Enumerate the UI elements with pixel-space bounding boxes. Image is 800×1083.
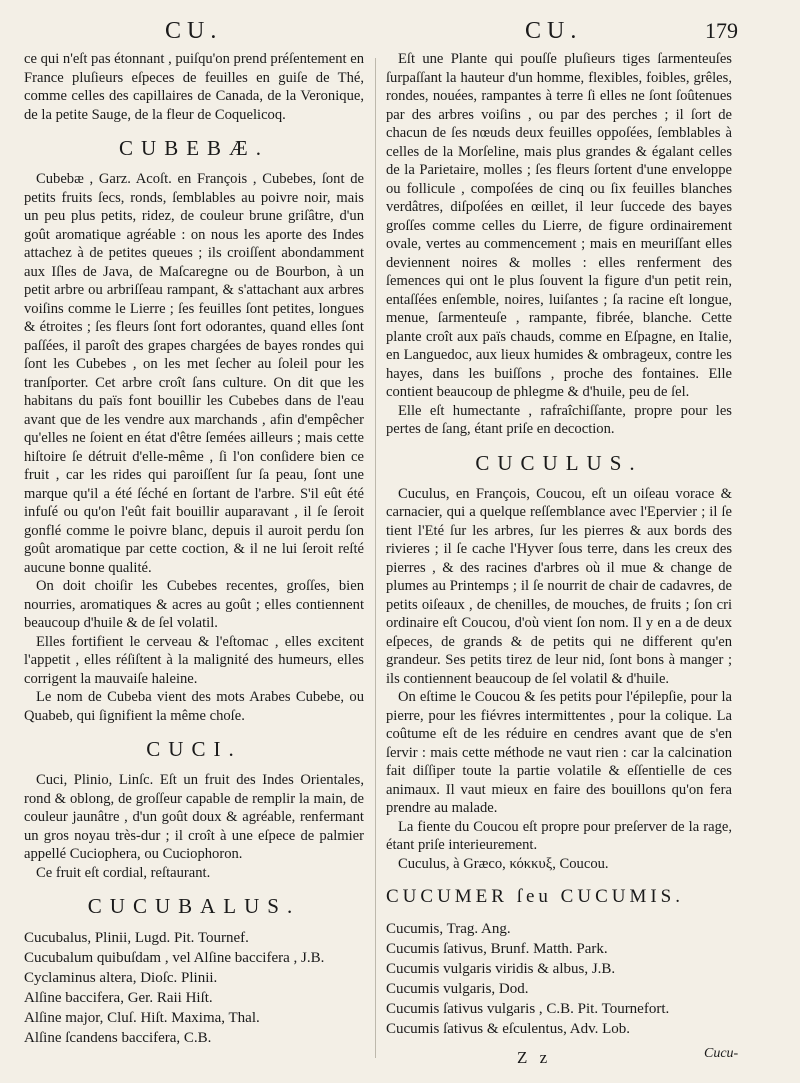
paragraph: On doit choiſir les Cubebes recentes, groſſes, bien nourries, aromatiques & acres au goût ; elles contiennent beaucoup d'huile & de ſel volatil. xyxy=(24,578,364,631)
synonym-line: Cucubalus, Plinii, Lugd. Pit. Tournef. xyxy=(24,930,249,946)
running-head-right: CU. xyxy=(525,18,583,44)
page-number: 179 xyxy=(705,18,738,43)
paragraph: Elle eſt humectante , rafraîchiſſante, propre pour les pertes de ſang, étant priſe en decoction. xyxy=(386,402,732,437)
synonym-line: Alſine major, Cluſ. Hiſt. Maxima, Thal. xyxy=(24,1010,260,1026)
paragraph: On eſtime le Coucou & ſes petits pour l'épilepſie, pour la pierre, pour les fiévres intermittentes , pour la colique. La coûtume eſt de les réduire en cendres avant que de s'en ſervir : mais cette méthode ne vaut rien : car la calcination fait diſſiper toute la partie volatile & eſſentielle de ces animaux. Il vaut mieux en faire des bouillons qu'on fera prendre au malade. xyxy=(386,689,732,816)
synonym-line: Cucumis ſativus & eſculentus, Adv. Lob. xyxy=(386,1021,631,1037)
catchword: Cucu- xyxy=(704,1046,739,1061)
synonym-line: Cucumis vulgaris viridis & albus, J.B. xyxy=(386,961,616,977)
paragraph: Le nom de Cubeba vient des mots Arabes Cubebe, ou Quabeb, qui ſignifient la même choſe. xyxy=(24,689,364,724)
entry-heading-cuculus: CUCULUS. xyxy=(475,450,643,475)
paragraph: Cuculus, en François, Coucou, eſt un oiſeau vorace & carnacier, qui a quelque reſſemblance avec l'Epervier ; il ſe tient l'Eté ſur les arbres, ſur les pierres & aux bords des rivieres ; il ſe cache l'Hyver ſous terre, dans les creux des pierres , & des racines d'arbres où il mue & change de plumes au Printemps ; il ſe nourrit de chair de cadavres, de petits oiſeaux , de chenilles, de mouches, de fruits ; ſon cri ordinaire eſt Coucou, d'où vient ſon nom. Il y en a de deux eſpeces, de grands & de petits qui ne different qu'en grandeur. Ses petits tirez de leur nid, ſont bons à manger ; ils contiennent beaucoup de ſel volatil & d'huile. xyxy=(386,485,732,687)
entry-heading-cucumer: CUCUMER ſeu CUCUMIS. xyxy=(386,886,684,907)
signature-mark: Z z xyxy=(517,1048,552,1067)
entry-heading-cuci: CUCI. xyxy=(146,737,242,761)
left-column xyxy=(24,50,364,1048)
paragraph: Ce fruit eſt cordial, reſtaurant. xyxy=(36,864,211,881)
synonym-line: Cucumis ſativus, Brunf. Matth. Park. xyxy=(386,941,608,957)
running-head-left: CU. xyxy=(165,18,223,44)
paragraph: ce qui n'eſt pas étonnant , puiſqu'on prend préſentement en France pluſieurs eſpeces de feuilles en guiſe de Thé, comme celles des capillaires de Canada, de la Veronique, de la petite Sauge, de la fleur de Coquelicoq. xyxy=(24,51,365,123)
synonym-line: Cucubalum quibuſdam , vel Alſine baccifera , J.B. xyxy=(24,950,325,966)
paragraph: Cuci, Plinio, Linſc. Eſt un fruit des Indes Orientales, rond & oblong, de groſſeur capable de remplir la main, de couleur jaunâtre , d'un goût doux & agréable, renfermant un gros noyau très-dur ; il croît à une eſpece de palmier appellé Cuciophera, ou Cuciophoron. xyxy=(24,772,364,862)
entry-heading-cubebae: CUBEBÆ. xyxy=(119,136,269,160)
paragraph: Eſt une Plante qui pouſſe pluſieurs tiges ſarmenteuſes ſurpaſſant la hauteur d'un homme, flexibles, foibles, grêles, rondes, nouées, rampantes à terre ſi elles ne ſont ſoûtenues par des arbres voiſins , ou par des perches ; il ſort de chacun de ſes nœuds deux feuilles oppoſées, ſemblables à celles de la Morſeline, mais plus grandes & égalant celles de la Parietaire, molles ; ſes fleurs ſortent d'une enveloppe ou follicule , compoſées de cinq ou ſix feuilles blanches verdâtres, diſpoſées en œillet, il leur ſuccede des bayes groſſes comme celles du Lierre, de figure ordinairement ovale, vertes au commencement ; mais en meuriſſant elles deviennent noires & molles : elles renferment des ſemences qui ont le plus ſouvent la figure d'un petit rein, entaſſées enſemble, noires, luiſantes ; ſa racine eſt longue, menue, ſarmenteuſe , rampante, fibrée, blanche. Cette plante croît aux païs chauds, comme en Eſpagne, en Italie, en Languedoc, aux lieux humides & ombrageux, contre les hayes, dans les buiſſons , proche des fontaines. Elle contient beaucoup de phlegme & d'huile, peu de ſel. xyxy=(386,51,732,400)
entry-heading-cucubalus: CUCUBALUS. xyxy=(87,894,301,918)
synonym-line: Alſine ſcandens baccifera, C.B. xyxy=(24,1030,212,1046)
paragraph: La fiente du Coucou eſt propre pour preſerver de la rage, étant priſe interieurement. xyxy=(386,818,732,853)
paragraph: Elles fortifient le cerveau & l'eſtomac , elles excitent l'appetit , elles réſiſtent à la malignité des humeurs, elles corrigent la mauvaiſe haleine. xyxy=(24,633,364,687)
synonym-line: Alſine baccifera, Ger. Raii Hiſt. xyxy=(24,990,213,1006)
synonym-line: Cucumis, Trag. Ang. xyxy=(386,921,511,937)
column-divider xyxy=(375,58,376,1058)
synonym-line: Cyclaminus altera, Dioſc. Plinii. xyxy=(24,970,218,986)
running-head xyxy=(0,18,800,52)
right-column xyxy=(386,50,732,1039)
paragraph: Cuculus, à Græco, κόκκυξ, Coucou. xyxy=(398,855,609,872)
synonym-line: Cucumis ſativus vulgaris , C.B. Pit. Tournefort. xyxy=(386,1001,670,1017)
paragraph: Cubebæ , Garz. Acoſt. en François , Cubebes, ſont de petits fruits ſecs, ronds, ſemblables au poivre noir, mais un peu plus petits, ridez, de couleur brune griſâtre, d'un goût aromatique agréable : on nous les aporte des Indes attachez à de petites queues ; ils croiſſent abondamment aux Iſles de Java, de Maſcaregne ou de Bourbon, à un petit arbre ou arbriſſeau rampant, & s'attachant aux arbres voiſins comme le Lierre ; ſes feuilles ſont petites, longues & étroites ; ſes fleurs ſont fort odorantes, quand elles ſont paſſées, il paroît des grapes chargées de bayes rondes qui ſont les Cubebes , on les met ſecher au ſoleil pour les tranſporter. Cet arbre croît ſans culture. On dit que les habitans du païs font bouillir les Cubebes dans de l'eau avant que de les vendre aux marchands , afin d'empêcher qu'elles ne ſoient en état d'être ſemées ailleurs ; mais cette hiſtoire ſe détruit d'elle-même , ſi l'on conſidere bien ce fruit , car les rides qui paroiſſent ſur ſa peau, ſont une marque qu'il a été ſéché en ſortant de l'arbre. S'il eût été infuſé ou qu'on l'eût fait bouillir auparavant , il ſe ſeroit gonflé comme le poivre blanc, depuis il auroit perdu ſon goût aromatique par cette coction, & il ne lui ſeroit reſté aucune bonne qualité. xyxy=(24,171,364,576)
synonym-line: Cucumis vulgaris, Dod. xyxy=(386,981,529,997)
